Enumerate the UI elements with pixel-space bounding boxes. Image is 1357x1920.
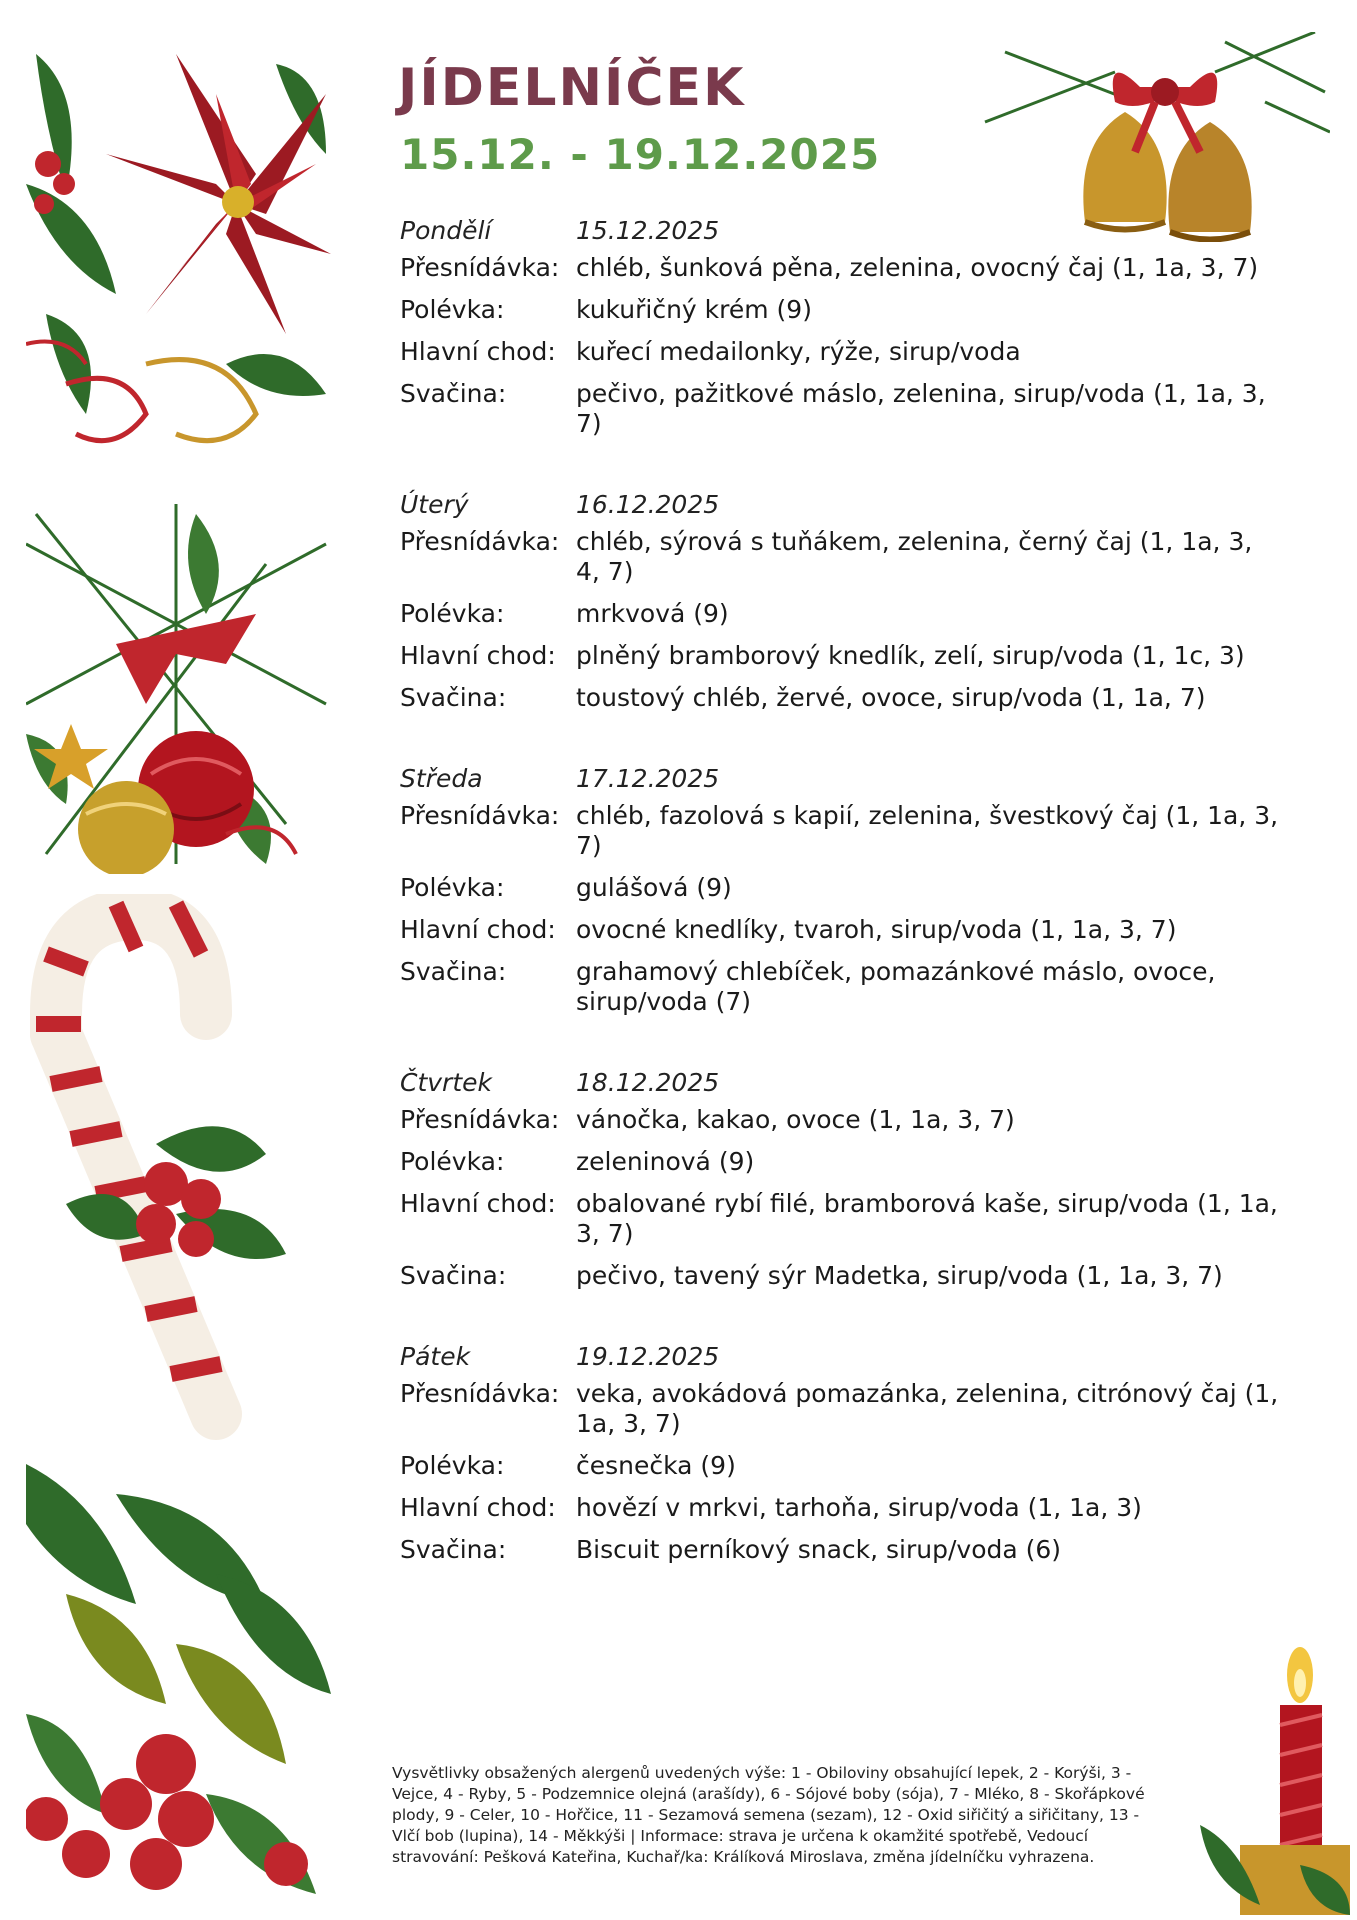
meal-row	[400, 1261, 1280, 1291]
day-header	[400, 1331, 1280, 1371]
meal-row	[400, 527, 1280, 587]
meal-label: Svačina:	[400, 683, 507, 712]
day-name: Čtvrtek	[400, 1068, 492, 1097]
ornaments-icon	[26, 504, 331, 874]
meal-row	[400, 337, 1280, 367]
meal-text: chléb, šunková pěna, zelenina, ovocný čaj (1, 1a, 3, 7)	[576, 253, 1259, 282]
meal-row	[400, 295, 1280, 325]
meal-label: Polévka:	[400, 599, 505, 628]
meal-text: pečivo, tavený sýr Madetka, sirup/voda (1, 1a, 3, 7)	[576, 1261, 1223, 1290]
meal-row	[400, 1189, 1280, 1249]
page-title: JÍDELNÍČEK	[398, 58, 746, 118]
meal-text: chléb, sýrová s tuňákem, zelenina, černý čaj (1, 1a, 3, 4, 7)	[576, 527, 1253, 586]
day-date: 15.12.2025	[576, 216, 720, 245]
candle-icon	[1200, 1645, 1350, 1915]
meal-label: Přesnídávka:	[400, 801, 560, 830]
meal-row	[400, 683, 1280, 713]
meal-label: Polévka:	[400, 1147, 505, 1176]
meal-text: kukuřičný krém (9)	[576, 295, 812, 324]
meal-text: grahamový chlebíček, pomazánkové máslo, ovoce, sirup/voda (7)	[576, 957, 1216, 1016]
meal-label: Svačina:	[400, 379, 507, 408]
meal-label: Hlavní chod:	[400, 915, 556, 944]
day-header	[400, 205, 1280, 245]
day-name: Úterý	[400, 490, 469, 519]
day-section	[400, 1331, 1280, 1565]
meal-text: veka, avokádová pomazánka, zelenina, citrónový čaj (1, 1a, 3, 7)	[576, 1379, 1279, 1438]
meal-label: Hlavní chod:	[400, 337, 556, 366]
poinsettia-icon	[26, 34, 331, 484]
day-section	[400, 205, 1280, 439]
day-date: 19.12.2025	[576, 1342, 720, 1371]
day-date: 16.12.2025	[576, 490, 720, 519]
meal-text: pečivo, pažitkové máslo, zelenina, sirup/voda (1, 1a, 3, 7)	[576, 379, 1266, 438]
meal-label: Přesnídávka:	[400, 253, 560, 282]
meal-label: Přesnídávka:	[400, 1379, 560, 1408]
day-section	[400, 753, 1280, 1017]
meal-text: vánočka, kakao, ovoce (1, 1a, 3, 7)	[576, 1105, 1015, 1134]
meal-row	[400, 1535, 1280, 1565]
date-range: 15.12. - 19.12.2025	[400, 130, 881, 179]
weekly-menu	[400, 205, 1280, 1605]
meal-row	[400, 915, 1280, 945]
meal-row	[400, 1451, 1280, 1481]
meal-label: Přesnídávka:	[400, 1105, 560, 1134]
meal-row	[400, 1147, 1280, 1177]
meal-label: Svačina:	[400, 1261, 507, 1290]
meal-text: zeleninová (9)	[576, 1147, 755, 1176]
meal-row	[400, 873, 1280, 903]
day-date: 17.12.2025	[576, 764, 720, 793]
meal-text: chléb, fazolová s kapií, zelenina, švestkový čaj (1, 1a, 3, 7)	[576, 801, 1279, 860]
meal-label: Hlavní chod:	[400, 1493, 556, 1522]
meal-label: Polévka:	[400, 873, 505, 902]
meal-text: ovocné knedlíky, tvaroh, sirup/voda (1, 1a, 3, 7)	[576, 915, 1177, 944]
holly-icon	[26, 1464, 331, 1910]
meal-label: Přesnídávka:	[400, 527, 560, 556]
meal-row	[400, 379, 1280, 439]
day-name: Pátek	[400, 1342, 471, 1371]
meal-text: obalované rybí filé, bramborová kaše, sirup/voda (1, 1a, 3, 7)	[576, 1189, 1278, 1248]
meal-row	[400, 1105, 1280, 1135]
meal-label: Hlavní chod:	[400, 1189, 556, 1218]
meal-label: Hlavní chod:	[400, 641, 556, 670]
day-name: Středa	[400, 764, 483, 793]
meal-label: Svačina:	[400, 1535, 507, 1564]
meal-row	[400, 599, 1280, 629]
day-header	[400, 479, 1280, 519]
meal-text: kuřecí medailonky, rýže, sirup/voda	[576, 337, 1021, 366]
meal-text: mrkvová (9)	[576, 599, 729, 628]
meal-row	[400, 957, 1280, 1017]
meal-text: Biscuit perníkový snack, sirup/voda (6)	[576, 1535, 1062, 1564]
meal-text: česnečka (9)	[576, 1451, 736, 1480]
day-name: Pondělí	[400, 216, 492, 245]
day-date: 18.12.2025	[576, 1068, 720, 1097]
meal-text: gulášová (9)	[576, 873, 732, 902]
meal-text: hovězí v mrkvi, tarhoňa, sirup/voda (1, 1a, 3)	[576, 1493, 1142, 1522]
day-section	[400, 1057, 1280, 1291]
day-header	[400, 1057, 1280, 1097]
left-decoration-strip	[26, 34, 331, 1910]
meal-label: Polévka:	[400, 295, 505, 324]
day-section	[400, 479, 1280, 713]
meal-label: Svačina:	[400, 957, 507, 986]
meal-row	[400, 253, 1280, 283]
meal-label: Polévka:	[400, 1451, 505, 1480]
meal-row	[400, 1379, 1280, 1439]
candy-cane-icon	[26, 894, 331, 1444]
day-header	[400, 753, 1280, 793]
meal-text: plněný bramborový knedlík, zelí, sirup/voda (1, 1c, 3)	[576, 641, 1245, 670]
allergen-legend: Vysvětlivky obsažených alergenů uvedených výše: 1 - Obiloviny obsahující lepek, 2 - Korýši, 3 - Vejce, 4 - Ryby, 5 - Podzemnice olejná (arašídy), 6 - Sójové boby (sója), 7 - Mléko, 8 - Skořápkové plody, 9 - Celer, 10 - Hořčice, 11 - Sezamová semena (sezam), 12 - Oxid siřičitý a siřičitany, 13 - Vlčí bob (lupina), 14 - Měkkýši | Informace: strava je určena k okamžité spotřebě, Vedoucí stravování: Pešková Kateřina, Kuchař/ka: Králíková Miroslava, změna jídelníčku vyhrazena.	[392, 1764, 1145, 1866]
meal-text: toustový chléb, žervé, ovoce, sirup/voda (1, 1a, 7)	[576, 683, 1206, 712]
meal-row	[400, 641, 1280, 671]
meal-row	[400, 1493, 1280, 1523]
meal-row	[400, 801, 1280, 861]
